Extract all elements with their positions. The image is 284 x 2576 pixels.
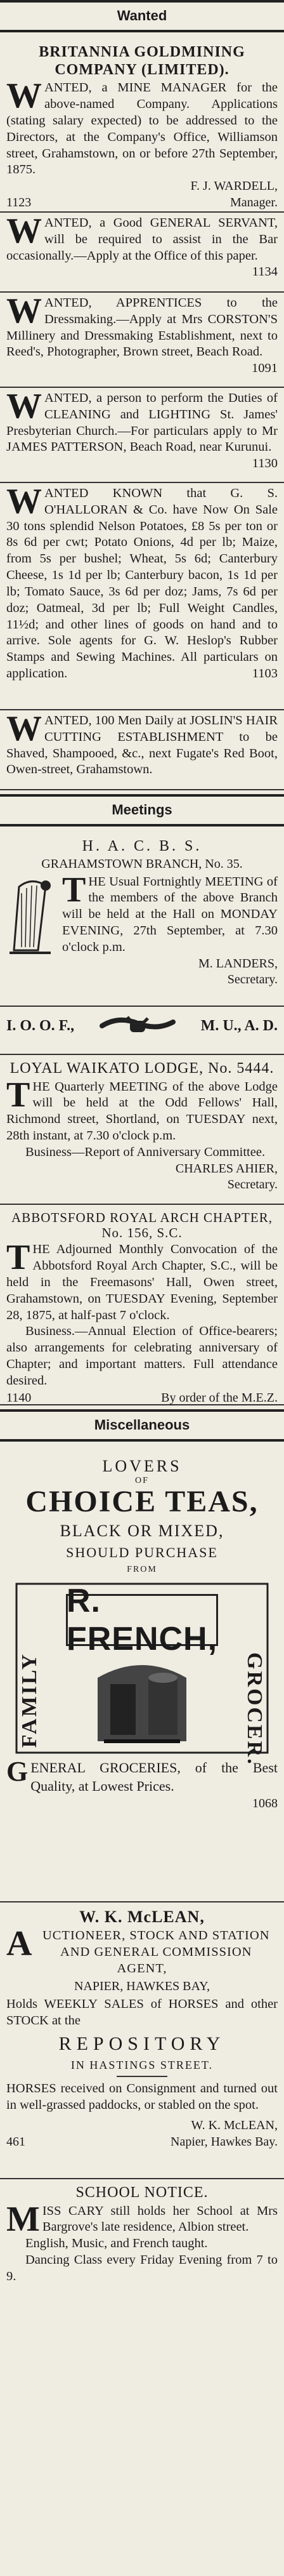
ad-text: ANTED, APPRENTICES to the Dressmaking.—Apply at Mrs CORSTON'S Millinery and Dressmaking Establishment, next to Reed's, Photographer, Brown street, Beach Road. — [6, 296, 278, 359]
section-title: Meetings — [112, 802, 172, 818]
french-of: OF — [135, 1476, 149, 1485]
french-should: SHOULD PURCHASE — [66, 1544, 218, 1561]
ad-text: ANTED, a MINE MANAGER for the above-named Company. Applications (stating salary expected) to be addressed to the Directors, at the Company's Office, Williamson street, Grahamstown, on or before 27th September, 1875. — [6, 81, 278, 177]
ad-ioof — [0, 1007, 284, 1055]
mclean-street: IN HASTINGS STREET. — [70, 2059, 214, 2072]
ad-ref: 1103 — [252, 667, 278, 681]
ad-text: ANTED, 100 Men Daily at JOSLIN'S HAIR CUTTING ESTABLISHMENT to be Shaved, Shampooed, &c., next Fugate's Red Boot, Owen-street, Grahamstown. — [6, 714, 278, 777]
ad-joslin — [0, 710, 284, 790]
french-black: BLACK OR MIXED, — [60, 1522, 224, 1541]
school-line3: Dancing Class every Friday Evening from 7 to 9. — [6, 2253, 278, 2283]
ad-body — [6, 1075, 278, 1145]
dropcap: M — [6, 2199, 40, 2239]
ad-ref: 461 — [6, 2134, 25, 2149]
ad-body — [6, 2199, 278, 2239]
ad-business: Business—Report of Anniversary Committee. — [25, 1145, 266, 1159]
ad-body — [6, 1238, 278, 1324]
ad-signer: F. J. WARDELL, — [190, 179, 278, 194]
ad-business: Business.—Annual Election of Office-bearers; also arrangements for celebrating anniversary of Chapter; and important matters. Full attendance desired. — [6, 1324, 278, 1388]
harp-icon — [6, 874, 57, 957]
ad-title: W. K. McLEAN, — [79, 1908, 205, 1926]
dropcap: W — [6, 211, 42, 251]
mclean-weekly: Holds WEEKLY SALES of HORSES and other STOCK at the — [6, 1997, 278, 2028]
ad-title: SCHOOL NOTICE. — [75, 2184, 209, 2201]
ad-french — [0, 1448, 284, 1902]
hibernian-harp-emblem — [6, 874, 57, 960]
french-lovers: LOVERS — [102, 1457, 182, 1475]
school-line2: English, Music, and French taught. — [25, 2236, 208, 2251]
french-choice-teas: CHOICE TEAS, — [25, 1485, 259, 1518]
dropcap: W — [6, 76, 42, 116]
dropcap: W — [6, 482, 42, 521]
ad-waikato — [0, 1055, 284, 1205]
dropcap: W — [6, 387, 42, 426]
ad-text: ENERAL GROCERIES, of the Best Quality, at Lowest Prices. — [30, 1760, 278, 1795]
dropcap: T — [6, 1075, 30, 1115]
french-name-panel: R. FRENCH, — [66, 1583, 218, 1658]
section-header-miscellaneous — [0, 1409, 284, 1442]
mclean-repository: REPOSITORY — [58, 2033, 226, 2055]
dropcap: W — [6, 291, 42, 331]
ad-church — [0, 388, 284, 483]
ad-role: Secretary. — [227, 1177, 278, 1192]
dropcap: W — [6, 709, 42, 748]
ad-ref: 1130 — [252, 456, 278, 471]
french-from: FROM — [127, 1565, 157, 1575]
ad-text: ANTED, a person to perform the Duties of CLEANING and LIGHTING St. James' Presbyterian Church.—For particulars apply to Mr JAMES PATTERSON, Beach Road, near Kurunui. — [6, 391, 278, 455]
ioof-line — [6, 1009, 278, 1042]
ad-school — [0, 2179, 284, 2292]
ad-hacbs — [0, 833, 284, 1007]
ad-role: Secretary. — [227, 972, 278, 986]
ad-text: HE Adjourned Monthly Convocation of the Abbotsford Royal Arch Chapter, S.C., will be held in the Freemasons' Hall, Owen street, Grahamstown, on TUESDAY Evening, September 28, 1875, at half-past 7 o'clock. — [6, 1242, 278, 1322]
ad-body — [6, 1923, 278, 1977]
divider — [117, 2076, 167, 2077]
ad-body — [6, 387, 278, 471]
mclean-addr: Napier, Hawkes Bay. — [171, 2134, 278, 2149]
section-title: Wanted — [117, 8, 167, 23]
ad-text: HE Usual Fortnightly MEETING of the members of the above Branch will be held at the Hall on MONDAY EVENING, 27th September, at 7.30 o'clock p.m. — [62, 874, 278, 954]
clasped-hands-icon — [100, 1012, 176, 1040]
ioof-right: M. U., A. D. — [200, 1017, 278, 1034]
ad-title: LOYAL WAIKATO LODGE, No. 5444. — [10, 1060, 274, 1077]
ad-title: ABBOTSFORD ROYAL ARCH CHAPTER, No. 156, S.C. — [11, 1210, 273, 1241]
ad-known — [0, 483, 284, 710]
ad-text: ISS CARY still holds her School at Mrs Bargrove's late residence, Albion street. — [42, 2203, 278, 2234]
ad-text: ANTED KNOWN that G. S. O'HALLORAN & Co. have Now On Sale 30 tons splendid Nelson Potatoes, £8 5s per ton or 8s 6d per cwt; Potato Onions, 4d per lb; Maize, from 5s per bushel; Wheat, 5s 6d; Canterbury Cheese, 1s 1d per lb; Canterbury bacon, 1s 1d per lb; Tomato Sauce, 3s 6d per doz; Jams, 7s 6d per doz; Oatmeal, 3d per lb; Full Weight Candles, 11½d; and other lines of goods on hand and to arrive. Sole agents for G. W. Heslop's Rubber Stamps and Sewing Machines. All particulars on application. — [6, 486, 278, 681]
ad-body — [6, 709, 278, 778]
ad-britannia — [0, 39, 284, 213]
ad-body — [6, 1756, 278, 1796]
dropcap: T — [62, 870, 86, 910]
ad-text: UCTIONEER, STOCK AND STATION AND GENERAL COMMISSION AGENT, — [42, 1928, 270, 1975]
ad-ref: 1140 — [6, 1390, 32, 1405]
section-header-wanted — [0, 0, 284, 32]
ad-text: HE Quarterly MEETING of the above Lodge will be held at the Odd Fellows' Hall, Richmond street, Shortland, on TUESDAY next, 28th instant, at 7.30 o'clock p.m. — [6, 1079, 278, 1143]
ad-abbotsford — [0, 1205, 284, 1405]
ad-signer: CHARLES AHIER, — [175, 1161, 278, 1176]
ad-footer — [6, 2134, 278, 2150]
mclean-place: NAPIER, HAWKES BAY, — [74, 1979, 210, 1994]
dropcap: G — [6, 1756, 29, 1788]
ad-apprentices — [0, 293, 284, 388]
dropcap: T — [6, 1238, 30, 1278]
ioof-left: I. O. O. F., — [6, 1017, 75, 1034]
ad-signer: W. K. McLEAN, — [191, 2118, 278, 2132]
french-shop-sign — [15, 1583, 269, 1767]
ad-ref: 1068 — [252, 1796, 278, 1811]
section-title: Miscellaneous — [94, 1417, 190, 1433]
french-grocer: GROCER. — [243, 1652, 266, 1767]
french-family: FAMILY — [18, 1652, 41, 1748]
ad-ref: 1091 — [252, 361, 278, 376]
ad-body — [6, 291, 278, 376]
ad-mclean — [0, 1902, 284, 2179]
ad-subtitle: GRAHAMSTOWN BRANCH, No. 35. — [41, 856, 243, 871]
section-header-meetings — [0, 794, 284, 827]
ad-footer — [6, 1390, 278, 1406]
ad-body — [6, 211, 278, 279]
dropcap: A — [6, 1923, 32, 1963]
mclean-horses: HORSES received on Consignment and turned out in well-grassed paddocks, or stabled on the spot. — [6, 2081, 278, 2112]
ad-text: ANTED, a Good GENERAL SERVANT, will be required to assist in the Bar occasionally.—Apply at the Office of this paper. — [6, 216, 278, 263]
ad-title: H. A. C. B. S. — [82, 838, 202, 854]
ad-ref: 1123 — [6, 196, 32, 210]
ad-signer: M. LANDERS, — [198, 956, 278, 971]
ad-order: By order of the M.E.Z. — [161, 1390, 278, 1405]
ad-role: Manager. — [230, 196, 278, 210]
ad-ref: 1134 — [252, 265, 278, 279]
ad-footer — [6, 194, 278, 211]
ad-servant — [0, 213, 284, 293]
ad-body — [6, 482, 278, 682]
ad-title: BRITANNIA GOLDMINING COMPANY (LIMITED). — [39, 44, 245, 78]
ad-body — [6, 76, 278, 178]
